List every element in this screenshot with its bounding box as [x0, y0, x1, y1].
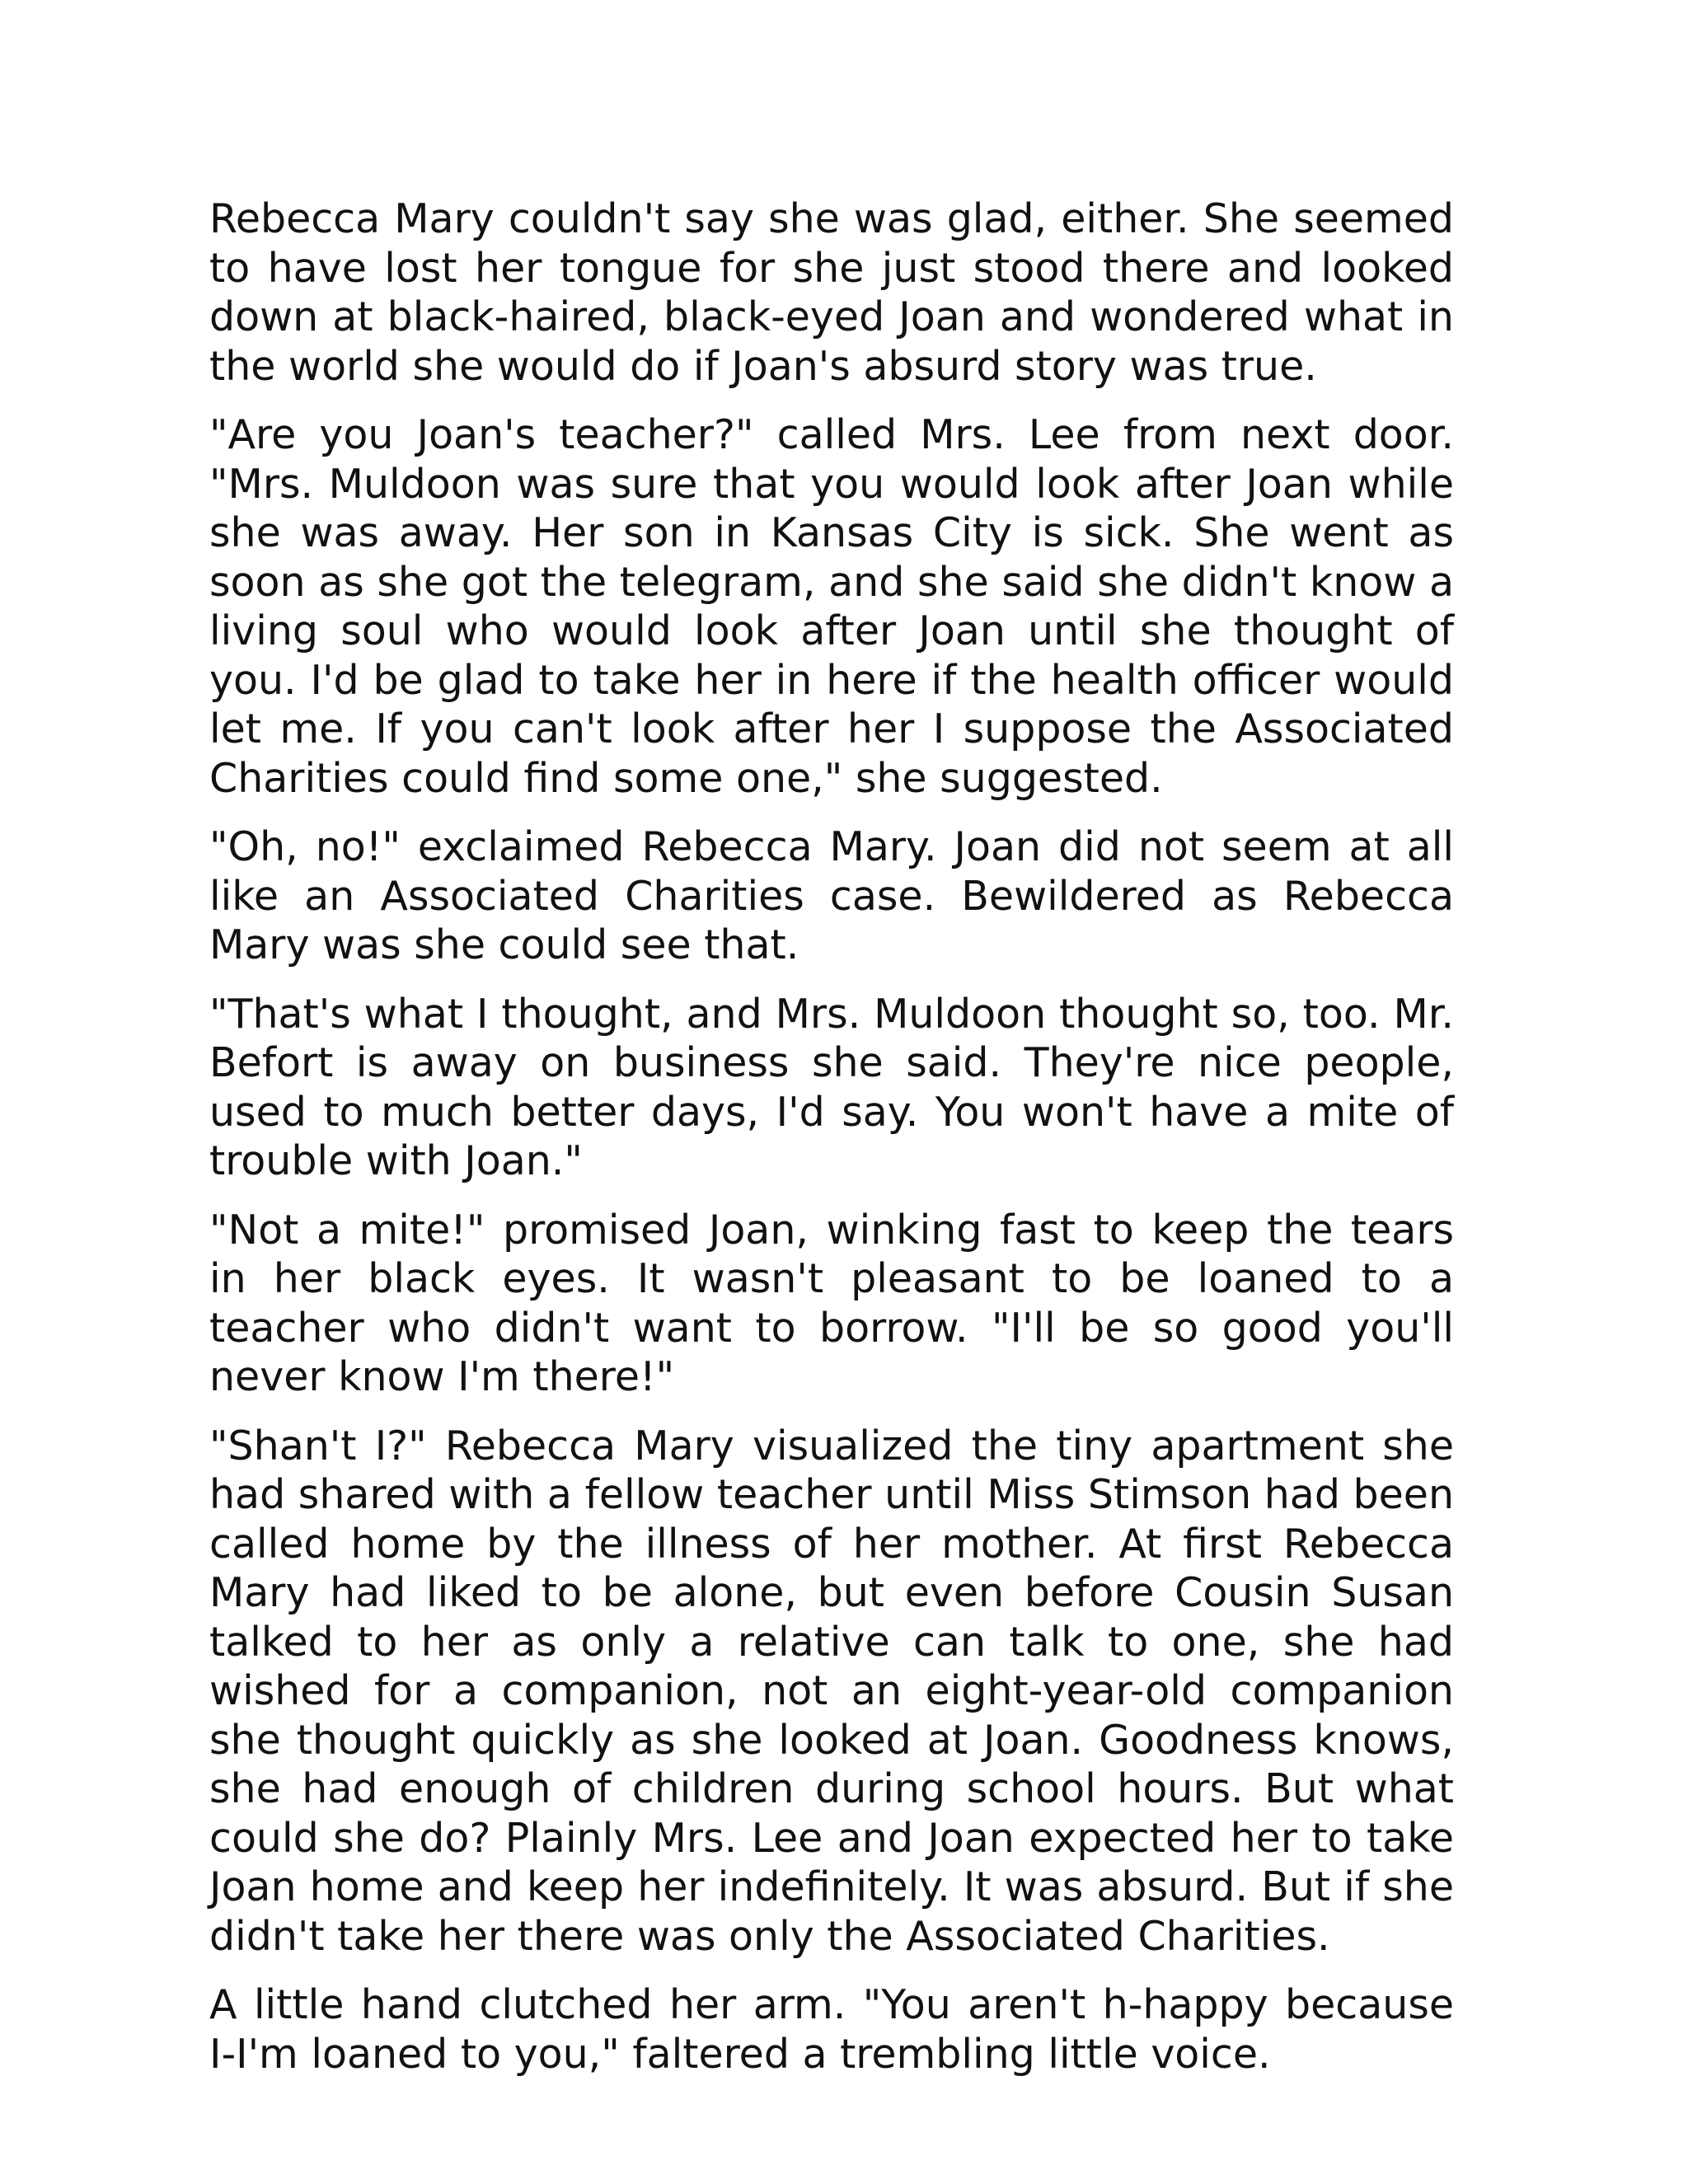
paragraph-2: "Are you Joan's teacher?" called Mrs. Lee from next door. "Mrs. Muldoon was sure that you would look after Joan while she was away. Her son in Kansas City is sick. She went as soon as she got the telegram, and she said she didn't know a living soul who would look after Joan until she thought of you. I'd be glad to take her in here if the health officer would let me. If you can't look after her I suppose the Associated Charities could find some one," she suggested. [209, 411, 1454, 802]
document-page [209, 194, 1454, 2098]
paragraph-6: "Shan't I?" Rebecca Mary visualized the tiny apartment she had shared with a fellow teacher until Miss Stimson had been called home by the illness of her mother. At first Rebecca Mary had liked to be alone, but even before Cousin Susan talked to her as only a relative can talk to one, she had wished for a companion, not an eight-year-old companion she thought quickly as she looked at Joan. Goodness knows, she had enough of children during school hours. But what could she do? Plainly Mrs. Lee and Joan expected her to take Joan home and keep her indefinitely. It was absurd. But if she didn't take her there was only the Associated Charities. [209, 1422, 1454, 1960]
paragraph-1: Rebecca Mary couldn't say she was glad, either. She seemed to have lost her tongue for she just stood there and looked down at black-haired, black-eyed Joan and wondered what in the world she would do if Joan's absurd story was true. [209, 195, 1454, 390]
paragraph-5: "Not a mite!" promised Joan, winking fast to keep the tears in her black eyes. It wasn't pleasant to be loaned to a teacher who didn't want to borrow. "I'll be so good you'll never know I'm there!" [209, 1206, 1454, 1400]
paragraph-7: A little hand clutched her arm. "You aren't h-happy because I-I'm loaned to you," faltered a trembling little voice. [209, 1981, 1454, 2078]
paragraph-3: "Oh, no!" exclaimed Rebecca Mary. Joan did not seem at all like an Associated Charities case. Bewildered as Rebecca Mary was she could see that. [209, 823, 1454, 968]
paragraph-4: "That's what I thought, and Mrs. Muldoon thought so, too. Mr. Befort is away on business she said. They're nice people, used to much better days, I'd say. You won't have a mite of trouble with Joan." [209, 990, 1454, 1184]
